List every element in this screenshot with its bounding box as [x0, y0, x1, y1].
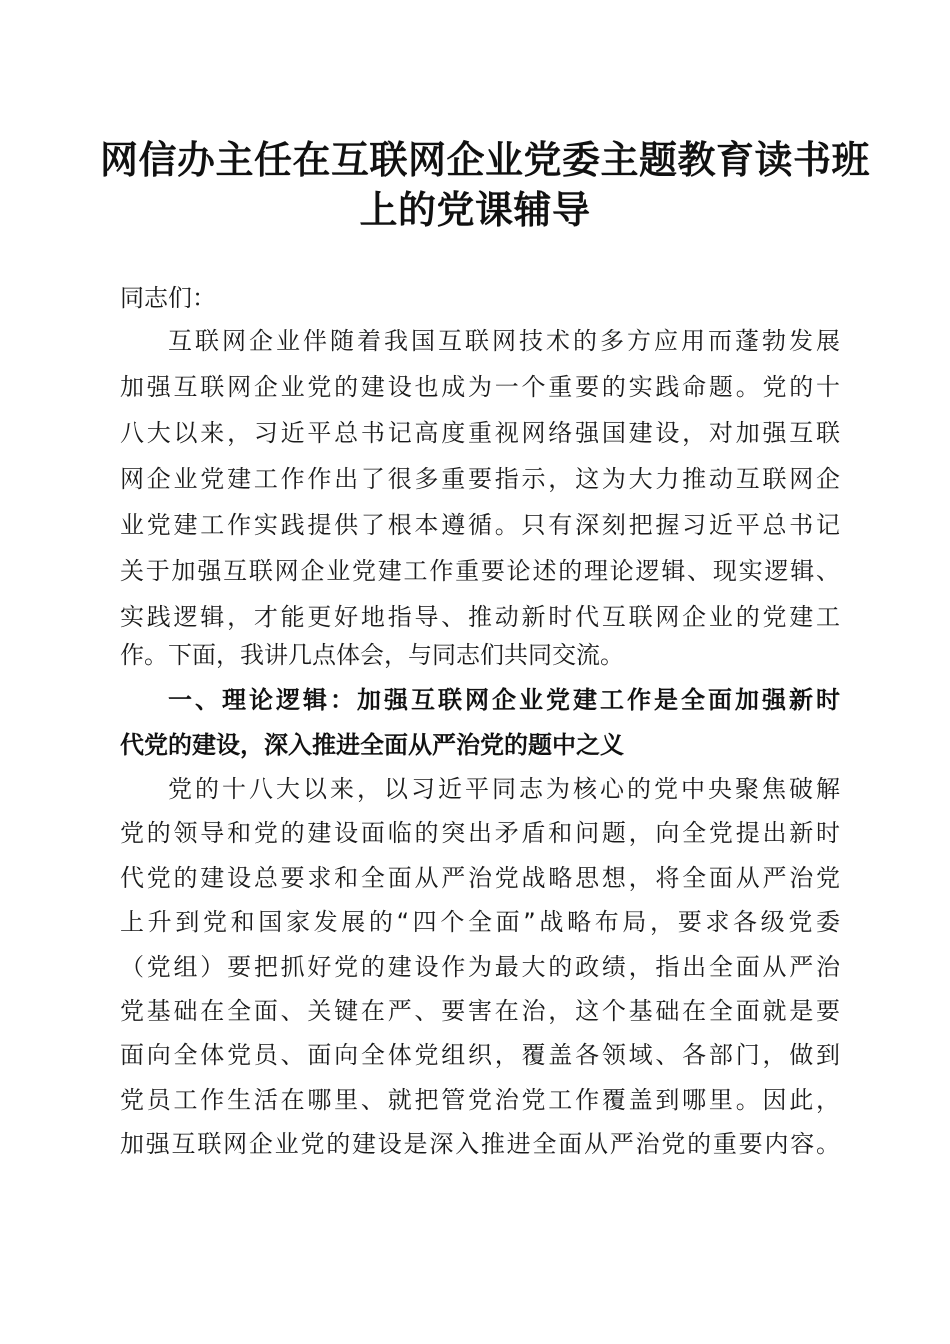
section-heading-line: 一、理论逻辑：加强互联网企业党建工作是全面加强新时 — [168, 686, 840, 714]
paragraph2-line: 上升到党和国家发展的“四个全面”战略布局，要求各级党委 — [120, 908, 840, 936]
paragraph1-line: 八大以来，习近平总书记高度重视网络强国建设，对加强互联 — [120, 419, 840, 447]
paragraph1-line: 网企业党建工作作出了很多重要指示，这为大力推动互联网企 — [120, 465, 840, 493]
paragraph2-line: （党组）要把抓好党的建设作为最大的政绩，指出全面从严治 — [120, 953, 840, 981]
paragraph1-line: 业党建工作实践提供了根本遵循。只有深刻把握习近平总书记 — [120, 511, 840, 539]
paragraph2-line: 党的十八大以来，以习近平同志为核心的党中央聚焦破解 — [168, 775, 840, 803]
title-line-2: 上的党课辅导 — [359, 187, 591, 232]
paragraph2-line: 面向全体党员、面向全体党组织，覆盖各领域、各部门，做到 — [120, 1041, 840, 1069]
section-heading-line: 代党的建设，深入推进全面从严治党的题中之义 — [120, 731, 624, 759]
paragraph1-line: 实践逻辑，才能更好地指导、推动新时代互联网企业的党建工 — [120, 603, 840, 631]
paragraph2-line: 党员工作生活在哪里、就把管党治党工作覆盖到哪里。因此， — [120, 1086, 840, 1114]
paragraph1-line: 关于加强互联网企业党建工作重要论述的理论逻辑、现实逻辑、 — [120, 557, 840, 585]
title-line-1: 网信办主任在互联网企业党委主题教育读书班 — [100, 137, 871, 182]
paragraph2-line: 党的领导和党的建设面临的突出矛盾和问题，向全党提出新时 — [120, 819, 840, 847]
paragraph1-line: 加强互联网企业党的建设也成为一个重要的实践命题。党的十 — [120, 373, 840, 401]
paragraph2-line: 党基础在全面、关键在严、要害在治，这个基础在全面就是要 — [120, 997, 840, 1025]
document-title — [100, 135, 871, 235]
paragraph2-line: 代党的建设总要求和全面从严治党战略思想，将全面从严治党 — [120, 864, 840, 892]
paragraph1-line: 互联网企业伴随着我国互联网技术的多方应用而蓬勃发展 — [168, 327, 840, 355]
salutation: 同志们： — [120, 284, 216, 312]
paragraph2-line: 加强互联网企业党的建设是深入推进全面从严治党的重要内容。 — [120, 1130, 840, 1158]
paragraph1-line: 作。下面，我讲几点体会，与同志们共同交流。 — [120, 641, 624, 669]
